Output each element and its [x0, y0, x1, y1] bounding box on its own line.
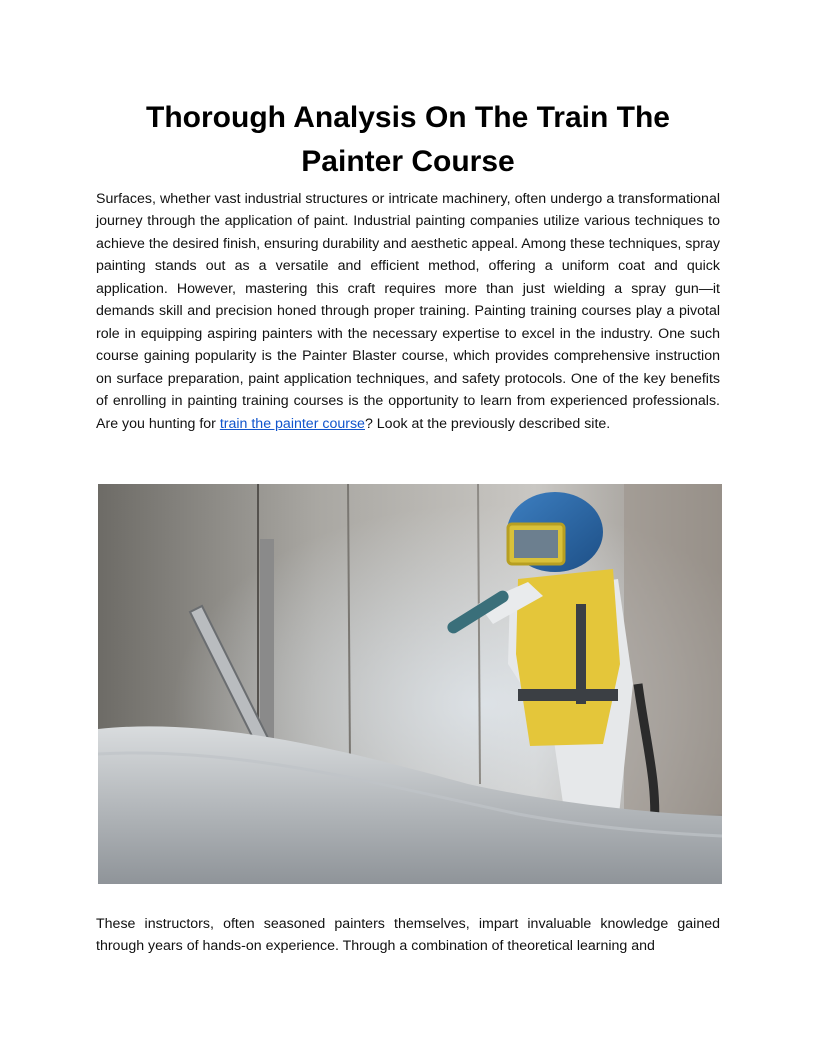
- train-the-painter-course-link[interactable]: train the painter course: [219, 415, 365, 432]
- intro-text: Surfaces, whether vast industrial structures or intricate machinery, often undergo a transformational journey through the application of paint. Industrial painting companies utilize various techniques to achieve the desired finish, ensuring durability and aesthetic appeal. Among these techniques, spray painting stands out as a versatile and efficient method, offering a uniform coat and quick application. However, mastering this craft requires more than just wielding a spray gun—it demands skill and precision honed through proper training. Painting training courses play a pivotal role in equipping aspiring painters with the necessary expertise to excel in the industry. One such course gaining popularity is the Painter Blaster course, which provides comprehensive instruction on surface preparation, paint application techniques, and safety protocols. One of the key benefits of enrolling in painting training courses is the opportunity to learn from experienced professionals. Are you hunting for: [96, 191, 720, 432]
- intro-text-end: ? Look at the previously described site.: [364, 415, 611, 432]
- photo-worker-in-protective-suit-icon: [98, 484, 722, 884]
- worker-photo: [98, 484, 722, 884]
- body-paragraph: These instructors, often seasoned painters themselves, impart invaluable knowledge gained through years of hands-on experience. Through a combination of theoretical learning and: [96, 916, 720, 955]
- document-title: Thorough Analysis On The Train The Painter Course: [146, 101, 670, 178]
- intro-paragraph: [96, 188, 720, 435]
